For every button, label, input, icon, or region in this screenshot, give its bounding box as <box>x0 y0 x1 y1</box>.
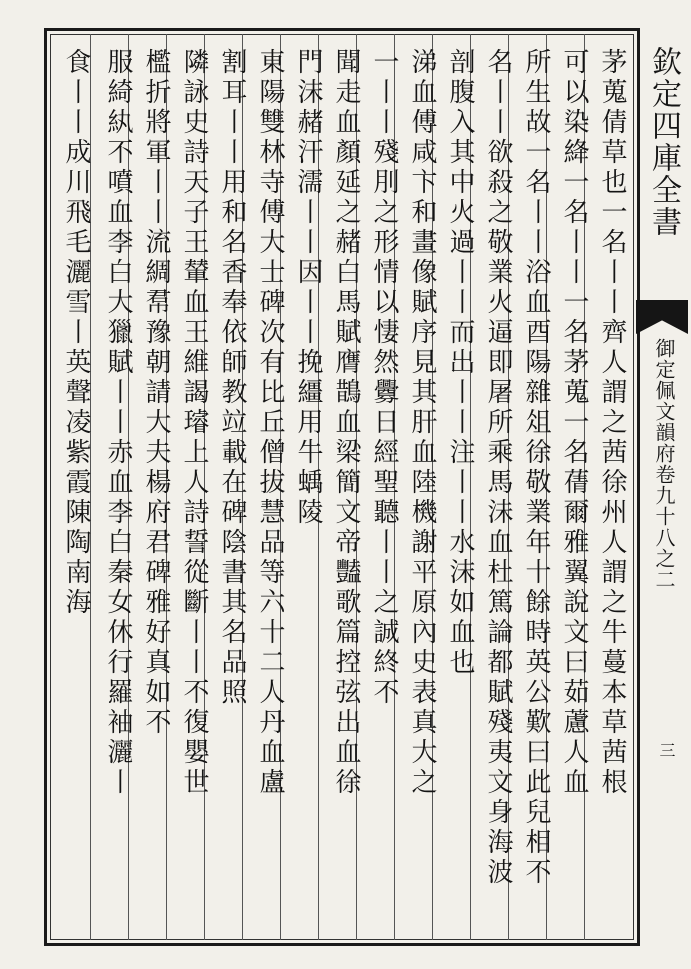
text-column: 涕血傅咸卞和畫像賦序見其肝血陸機謝平原內史表真大之 <box>407 48 437 798</box>
text-column: 食丨丨成川飛毛灑雪丨英聲凌紫霞陳陶南海 <box>61 48 91 618</box>
text-column: 剖腹入其中火過丨丨而出丨丨注丨丨水沫如血也 <box>445 48 475 678</box>
text-column: 割耳丨丨用和名香奉依師教竝載在碑陰書其名品照 <box>217 48 247 708</box>
text-column: 檻折將軍丨丨流綢帬豫朝請大夫楊府君碑雅好真如不 <box>141 48 171 738</box>
page-number: 三 <box>657 742 676 758</box>
book-title: 欽定四庫全書 <box>646 46 681 238</box>
text-column: 名丨丨欲殺之敬業火逼即屠所乘馬沬血杜篤論都賦殘夷文身海波 <box>483 48 513 888</box>
volume-title: 御定佩文韻府卷九十八之二 <box>652 338 676 590</box>
text-column: 門沫赭汗濡丨丨因丨丨挽繮用牛蝺陵 <box>293 48 323 528</box>
text-column: 隣詠史詩天子王輦血王維謁璿上人詩誓從斷丨丨不復嬰世 <box>179 48 209 798</box>
text-column: 可以染絳一名丨丨一名茅蒐一名蒨爾雅翼說文曰茹藘人血 <box>559 48 589 798</box>
text-column: 服綺紈不噴血李白大獵賦丨丨赤血李白秦女休行羅袖灑丨 <box>103 48 133 798</box>
text-column: 所生故一名丨丨浴血酉陽雜俎徐敬業年十餘時英公歎曰此兒相不 <box>521 48 551 888</box>
text-column: 一丨丨殘刖之形情以悽然釁日經聖聽丨丨之誠終不 <box>369 48 399 708</box>
text-column: 聞走血顏延之赭白馬賦膺鵲血梁簡文帝豔歌篇控弦出血徐 <box>331 48 361 798</box>
text-column: 東陽雙林寺傅大士碑次有比丘僧拔慧品等六十二人丹血盧 <box>255 48 285 798</box>
text-column: 茅蒐倩草也一名丨丨齊人謂之茜徐州人謂之牛蔓本草茜根 <box>597 48 627 798</box>
